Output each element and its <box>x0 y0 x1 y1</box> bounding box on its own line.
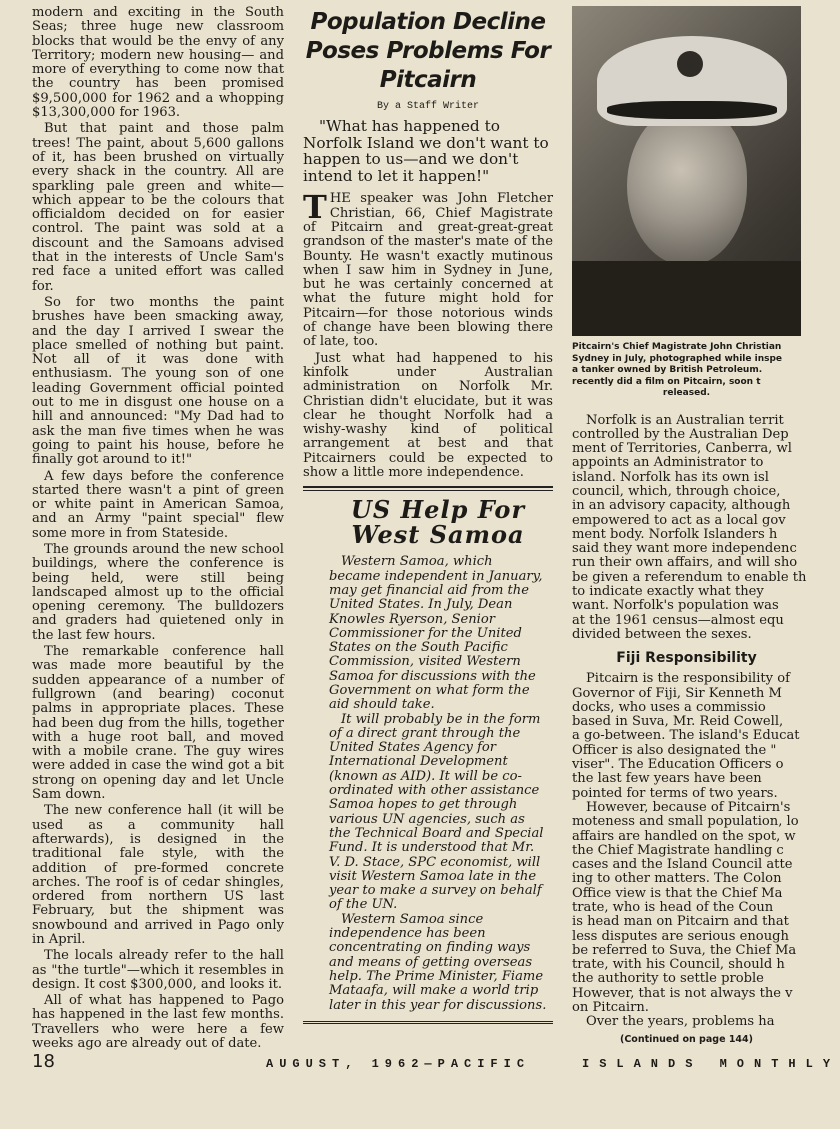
article-paragraph: Just what had happened to his kinfolk under Australian administration on Norfolk Mr. Christian didn't elucidate, but it was clear he thought Norfolk had a wishy-washy kind of political arrangement at best and that Pitcairners could be expected to show a little more independence. <box>303 350 553 481</box>
column-line: trate, who is head of the Coun <box>572 900 774 915</box>
column-line: However, because of Pitcairn's <box>586 799 791 815</box>
byline: By a Staff Writer <box>376 101 480 112</box>
article-paragraph: The grounds around the new school buildings, where the conference is being held, were still being landscaped almost up to the official opening ceremony. The bulldozers and graders had quietened only in the last few hours. <box>32 541 284 643</box>
column-line: be referred to Suva, the Chief Ma <box>572 942 797 958</box>
headline: Population Decline Poses Problems For Pitcairn <box>305 9 551 93</box>
column-line: divided between the sexes. <box>572 626 752 642</box>
article-paragraph: All of what has happened to Pago has happened in the last few months. Travellers who were here a few weeks ago are already out of date. <box>32 993 284 1052</box>
photo-jacket <box>572 261 801 336</box>
continued-notice: (Continued on page 144) <box>619 1033 753 1045</box>
magazine-title: ISLANDS MONTHLY <box>582 1057 840 1071</box>
column-line: the Chief Magistrate handling c <box>572 842 784 858</box>
photo-cap-badge <box>677 51 703 77</box>
column-line: However, that is not always the v <box>572 985 793 1001</box>
column-line: in an advisory capacity, although <box>572 498 791 514</box>
box-title: US Help For West Samoa <box>350 495 526 550</box>
section-divider <box>303 486 553 491</box>
column-line: a go-between. The island's Educat <box>572 728 800 744</box>
column-line: docks, who uses a commissio <box>572 699 766 715</box>
article-paragraph <box>303 188 553 350</box>
caption-line: a tanker owned by British Petroleum. <box>572 365 763 375</box>
column-line: affairs are handled on the spot, w <box>572 828 796 844</box>
caption-line: Pitcairn's Chief Magistrate John Christian <box>572 342 782 352</box>
column-line: empowered to act as a local gov <box>572 512 786 528</box>
column-line: is head man on Pitcairn and that <box>572 914 789 930</box>
lede-quote: "What has happened to Norfolk Island we don't want to happen to us—and we don't intend to let it happen!" <box>303 117 549 185</box>
column-line: said they want more independenc <box>572 541 797 557</box>
column-line: the last few years have been <box>572 771 762 787</box>
fiji-paragraphs <box>572 672 801 1029</box>
photo-caption <box>572 342 801 400</box>
sidebar-box <box>303 497 553 1024</box>
caption-line: released. <box>662 388 711 398</box>
norfolk-paragraph <box>572 412 807 643</box>
column-line: moteness and small population, lo <box>572 814 799 830</box>
subheading: Fiji Responsibility <box>616 650 757 667</box>
column-line: Norfolk is an Australian territ <box>586 412 784 428</box>
drop-cap: T <box>303 188 327 227</box>
column-line: run their own affairs, and will sho <box>572 555 798 571</box>
column-line: pointed for terms of two years. <box>572 785 778 801</box>
caption-line: Sydney in July, photographed while inspe <box>572 353 783 364</box>
column-line: viser". The Education Officers o <box>572 757 784 773</box>
column-line: less disputes are serious enough <box>572 928 789 944</box>
issue-date: AUGUST, 1962—PACIFIC <box>266 1057 531 1071</box>
box-paragraph: Western Samoa, which became independent in January, may get financial aid from the United States. In July, Dean Knowles Ryerson, Senior Commissioner for the United States on the South Pacific Commission, visited Western Samoa for discussions with the Government on what form the aid should take. <box>329 554 543 713</box>
column-line: council, which, through choice, <box>572 483 781 499</box>
article-paragraph: So for two months the paint brushes have been smacking away, and the day I arrived I swear the place smelled of nothing but paint. Not all of it was done with enthusiasm. The young son of one leading Government official pointed out to me in disgust one house on a hill and announced: "My Dad had to ask the man five times when he was going to paint his house, before he finally got around to it!" <box>32 294 284 468</box>
right-article-column <box>572 6 807 1045</box>
article-paragraph-text: HE speaker was John Fletcher Christian, 66, Chief Magistrate of Pitcairn and great-great-great grandson of the master's mate of the Bounty. He wasn't exactly mutinous when I saw him in Sydney in June, but he was certainly concerned at what the future might hold for Pitcairn—for those notorious winds of change have been blowing there of late, too. <box>303 191 553 350</box>
column-line: Pitcairn is the responsibility of <box>586 671 790 687</box>
column-line: want. Norfolk's population was <box>572 598 779 614</box>
column-line: island. Norfolk has its own isl <box>572 469 769 485</box>
page-number: 18 <box>32 1051 55 1072</box>
article-paragraph: modern and exciting in the South Seas; three huge new classroom blocks that would be the envy of any Territory; modern new housing— and more of everything to come now that the country has been promised $9,500,000 for 1962 and a whopping $13,300,000 for 1963. <box>32 5 284 121</box>
column-line: Governor of Fiji, Sir Kenneth M <box>572 685 782 701</box>
column-line: at the 1961 census—almost equ <box>572 612 784 628</box>
column-line: be given a referendum to enable th <box>572 569 807 585</box>
article-paragraph: But that paint and those palm trees! The paint, about 5,600 gallons of it, has been brushed on virtually every shack in the country. All are sparkling pale green and white— which appear to be the colours that officialdom decided on for easier control. The paint was sold at a discount and the Samoans advised that in the interests of Uncle Sam's red face a united effort was called for. <box>32 121 284 294</box>
article-paragraph: A few days before the conference started there wasn't a pint of green or white paint in American Samoa, and an Army "paint special" flew some more in from Stateside. <box>32 468 284 541</box>
column-line: Office view is that the Chief Ma <box>572 885 783 901</box>
column-line: the authority to settle proble <box>572 971 764 987</box>
column-line: on Pitcairn. <box>572 1000 649 1016</box>
article-paragraph: The new conference hall (it will be used as a community hall afterwards), is designed in the traditional fale style, with the addition of pre-formed concrete arches. The roof is of cedar shingles, ordered from northern US last February, but the shipment was snowbound and arrived in Pago only in April. <box>32 803 284 947</box>
left-article-column <box>32 6 284 1053</box>
column-line: ment body. Norfolk Islanders h <box>572 526 778 542</box>
box-paragraph: Western Samoa since independence has been concentrating on finding ways and means of getting overseas help. The Prime Minister, Fiame Mataafa, will make a world trip later in this year for discussions. <box>329 911 547 1013</box>
column-line: based in Suva, Mr. Reid Cowell, <box>572 714 784 730</box>
center-article-column <box>303 6 553 1024</box>
column-line: trate, with his Council, should h <box>572 957 785 973</box>
column-line: ment of Territories, Canberra, wl <box>572 441 792 457</box>
portrait-photo <box>572 6 801 336</box>
photo-cap-visor <box>607 101 777 119</box>
article-paragraph: The remarkable conference hall was made more beautiful by the sudden appearance of a number of fullgrown (and bearing) coconut palms in appropriate places. These had been dug from the hills, together with a huge root ball, and moved with a mobile crane. The guy wires were added in case the wind got a bit strong on opening day and let Uncle Sam down. <box>32 644 284 803</box>
column-line: to indicate exactly what they <box>572 584 764 600</box>
box-paragraph: It will probably be in the form of a direct grant through the United States Agency for International Development (known as AID). It will be co-ordinated with other assistance Samoa hopes to get through various UN agencies, such as the Technical Board and Special Fund. It is understood that Mr. V. D. Stace, SPC economist, will visit Western Samoa late in the year to make a survey on behalf of the UN. <box>329 711 544 913</box>
article-paragraph: The locals already refer to the hall as "the turtle"—which it resembles in design. It cost $300,000, and looks it. <box>32 948 284 992</box>
column-line: ing to other matters. The Colon <box>572 871 782 887</box>
column-line: Officer is also designated the " <box>572 742 777 758</box>
column-line: controlled by the Australian Dep <box>572 426 789 442</box>
caption-line: recently did a film on Pitcairn, soon t <box>572 376 761 387</box>
column-line: Over the years, problems ha <box>586 1014 775 1030</box>
column-line: appoints an Administrator to <box>572 455 764 471</box>
column-line: cases and the Island Council atte <box>572 857 793 873</box>
photo-face <box>627 106 747 266</box>
